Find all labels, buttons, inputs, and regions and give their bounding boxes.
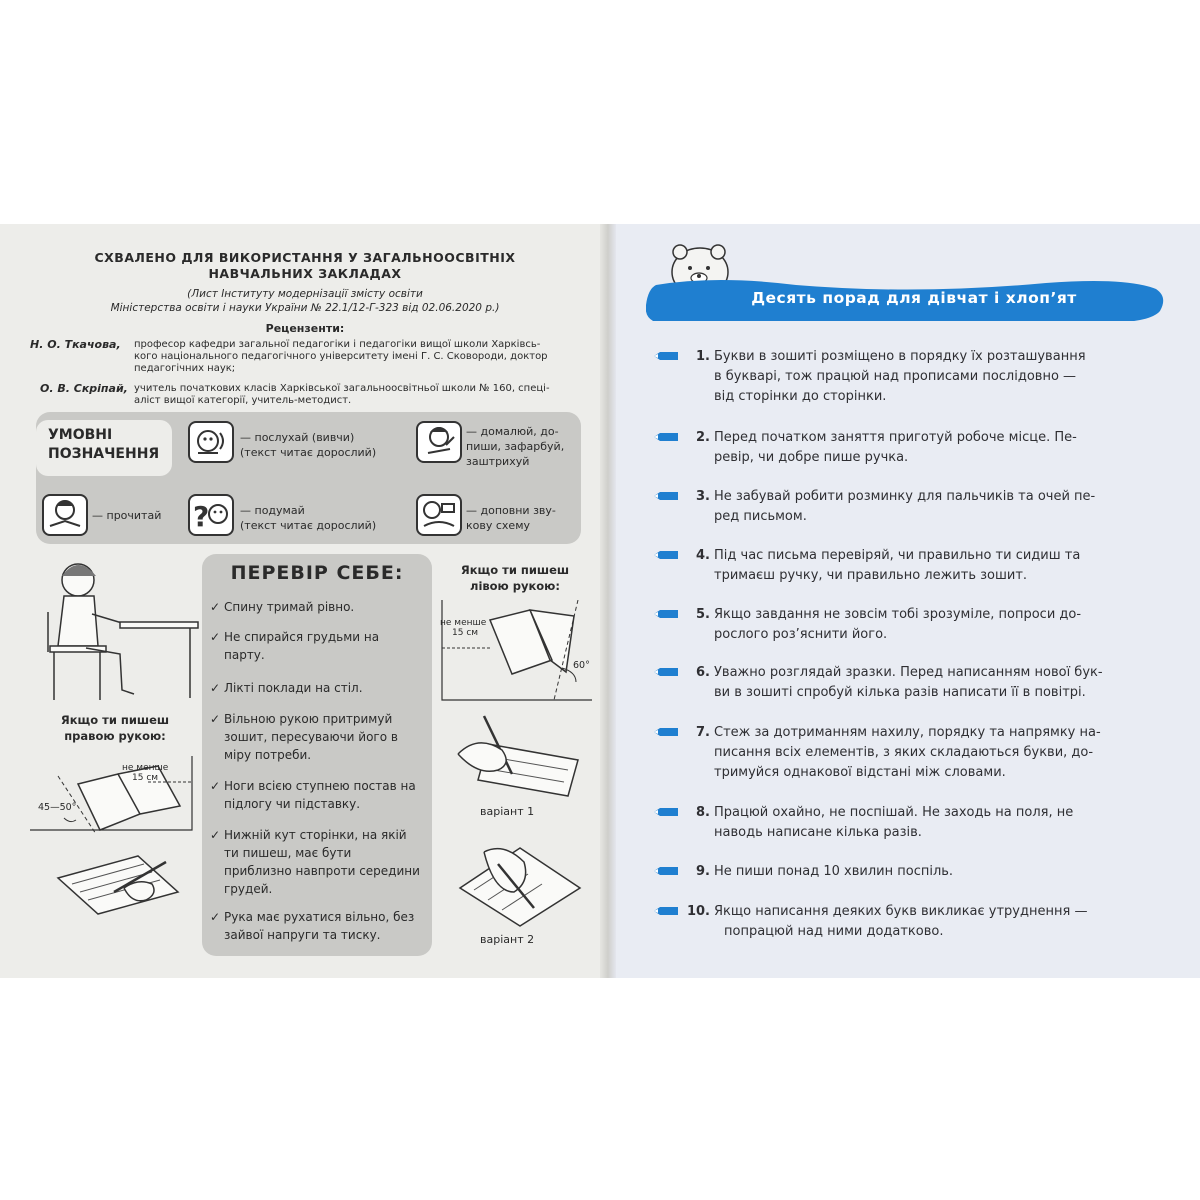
check-item <box>210 777 420 813</box>
tip-line: Під час письма перевіряй, чи правильно ти сидиш та <box>714 548 1081 563</box>
checkmark-icon: ✓ <box>210 630 221 644</box>
check-item <box>210 598 420 616</box>
tip-line: ред письмом. <box>714 509 807 524</box>
tip-number: 2. <box>696 430 710 445</box>
reviewer-desc <box>134 383 594 407</box>
pen-grip-variant-1-illustration <box>448 714 588 800</box>
pencil-icon <box>652 349 680 363</box>
tip-line: Уважно розглядай зразки. Перед написанням нової бук- <box>714 665 1103 680</box>
tip-item <box>652 803 1162 843</box>
tip-text <box>652 546 1162 586</box>
svg-text:?: ? <box>193 500 210 533</box>
legend-text-line: — домалюй, до- <box>466 425 559 438</box>
pencil-icon <box>652 665 680 679</box>
distance-line: 15 см <box>452 628 479 638</box>
tip-text <box>652 605 1162 645</box>
tip-number: 3. <box>696 489 710 504</box>
pencil-icon <box>652 864 680 878</box>
pencil-icon <box>652 489 680 503</box>
tip-item <box>652 902 1162 942</box>
tip-number: 5. <box>696 607 710 622</box>
right-angle-label: 45—50° <box>38 802 77 813</box>
left-angle-label: 60° <box>573 660 590 671</box>
tip-number: 9. <box>696 864 710 879</box>
legend-title-line: ПОЗНАЧЕННЯ <box>48 446 160 462</box>
tip-item <box>652 663 1162 703</box>
variant-2-label: варіант 2 <box>480 933 535 946</box>
tip-item <box>652 546 1162 586</box>
check-item <box>210 679 420 697</box>
legend-text-line: — доповни зву- <box>466 504 556 517</box>
check-yourself-title: ПЕРЕВІР СЕБЕ: <box>230 562 404 584</box>
tip-number: 10. <box>686 904 710 919</box>
approval-letter-line1: (Лист Інституту модернізації змісту освіти <box>187 288 423 300</box>
tip-number: 8. <box>696 805 710 820</box>
left-hand-caption <box>440 562 590 594</box>
pencil-icon <box>652 904 680 918</box>
tip-text <box>652 428 1162 468</box>
tip-text <box>652 347 1162 407</box>
legend-text-line: — прочитай <box>92 509 162 522</box>
tip-line: рослого роз’яснити його. <box>714 627 888 642</box>
legend-text-line: — послухай (вивчи) <box>240 431 355 444</box>
tip-line: Букви в зошиті розміщено в порядку їх розташування <box>714 349 1086 364</box>
check-item <box>210 710 420 764</box>
check-item <box>210 908 420 944</box>
legend-text <box>240 503 376 533</box>
check-item-text: Не спирайся грудьми на парту. <box>224 630 380 662</box>
listen-icon <box>188 421 234 463</box>
girl-at-desk-illustration <box>30 552 200 702</box>
reviewer-name: О. В. Скрiпай, <box>40 382 128 395</box>
tips-title: Десять порад для дівчат і хлоп’ят <box>751 289 1077 307</box>
tip-text <box>652 663 1162 703</box>
check-item-text: Нижній кут сторінки, на якій ти пишеш, має бути приблизно навпроти середини грудей. <box>224 828 420 896</box>
check-item-text: Ноги всією ступнею постав на підлогу чи підставку. <box>224 779 416 811</box>
right-hand-notebook-diagram <box>30 756 200 842</box>
tip-text <box>652 862 1162 882</box>
legend-text <box>240 430 376 460</box>
book-gutter <box>600 224 616 978</box>
left-hand-notebook-diagram <box>440 600 600 710</box>
reviewer-desc-line: кого національного педагогічного університету імені Г. С. Сковороди, доктор <box>134 351 548 362</box>
tip-line: Стеж за дотриманням нахилу, порядку та напрямку на- <box>714 725 1101 740</box>
right-hand-caption <box>40 712 190 744</box>
checkmark-icon: ✓ <box>210 712 221 726</box>
tip-line: Якщо завдання не зовсім тобі зрозуміле, попроси до- <box>714 607 1082 622</box>
tip-line: наводь написане кілька разів. <box>714 825 922 840</box>
reviewer-desc-line: аліст вищої категорії, учитель-методист. <box>134 395 352 406</box>
tip-item <box>652 605 1162 645</box>
legend-text-line: кову схему <box>466 519 530 532</box>
variant-1-label: варіант 1 <box>480 805 535 818</box>
pen-grip-variant-2-illustration <box>454 844 584 928</box>
legend-text-line: пиши, зафарбуй, <box>466 440 565 453</box>
checkmark-icon: ✓ <box>210 681 221 695</box>
tip-number: 1. <box>696 349 710 364</box>
distance-line: не менше <box>440 618 487 628</box>
tip-number: 7. <box>696 725 710 740</box>
reviewers-heading: Рецензенти: <box>265 322 345 335</box>
check-item-text: Лікті поклади на стіл. <box>224 681 363 695</box>
pencil-icon <box>652 725 680 739</box>
reviewer-name: Н. О. Ткачова, <box>30 338 121 351</box>
reviewer-desc-line: професор кафедри загальної педагогіки і педагогіки вищої школи Харківсь- <box>134 339 541 350</box>
sound-scheme-icon <box>416 494 462 536</box>
reviewer-desc-line: учитель початкових класів Харківської загальноосвітньої школи № 160, спеці- <box>134 383 550 394</box>
draw-icon <box>416 421 462 463</box>
think-icon <box>188 494 234 536</box>
tip-line: Перед початком заняття приготуй робоче місце. Пе- <box>714 430 1077 445</box>
hand-writing-illustration <box>54 852 184 918</box>
approval-letter-line2: Міністерства освіти і науки України № 22.1/12-Г-323 від 02.06.2020 р.) <box>110 302 500 314</box>
pencil-icon <box>652 805 680 819</box>
caption-line: Якщо ти пишеш <box>460 563 570 577</box>
tip-item <box>652 723 1162 783</box>
legend-text-line: (текст читає дорослий) <box>240 519 377 532</box>
legend-text-line: (текст читає дорослий) <box>240 446 377 459</box>
tip-line: тримаєш ручку, чи правильно лежить зошит. <box>714 568 1028 583</box>
legend-text-line: — подумай <box>240 504 305 517</box>
tip-line: попрацюй над ними додатково. <box>724 924 944 939</box>
checkmark-icon: ✓ <box>210 779 221 793</box>
tip-line: в букварі, тож працюй над прописами послідовно — <box>714 369 1077 384</box>
tip-line: Не пиши понад 10 хвилин поспіль. <box>714 864 954 879</box>
right-distance-label <box>122 763 168 783</box>
tip-item <box>652 487 1162 527</box>
tip-number: 4. <box>696 548 710 563</box>
tip-item <box>652 862 1162 882</box>
legend-text <box>466 424 564 469</box>
distance-line: не менше <box>122 763 169 773</box>
check-item-text: Спину тримай рівно. <box>224 600 355 614</box>
check-item <box>210 826 420 898</box>
approval-title-line2: НАВЧАЛЬНИХ ЗАКЛАДАХ <box>208 266 402 281</box>
tip-text <box>652 487 1162 527</box>
legend-text <box>466 503 556 533</box>
checkmark-icon: ✓ <box>210 600 221 614</box>
caption-line: Якщо ти пишеш <box>60 713 170 727</box>
reviewer-desc-line: педагогічних наук; <box>134 363 236 374</box>
legend-text <box>92 508 161 523</box>
caption-line: лівою рукою: <box>470 579 560 593</box>
checkmark-icon: ✓ <box>210 828 221 842</box>
tip-line: писання всіх елементів, з яких складаються букви, до- <box>714 745 1094 760</box>
legend-text-line: заштрихуй <box>466 455 530 468</box>
tip-line: ви в зошиті спробуй кілька разів написати її в повітрі. <box>714 685 1086 700</box>
tip-number: 6. <box>696 665 710 680</box>
reviewer-desc <box>134 339 594 375</box>
distance-line: 15 см <box>132 773 159 783</box>
check-item-text: Рука має рухатися вільно, без зайвої напруги та тиску. <box>224 910 415 942</box>
check-item <box>210 628 420 664</box>
tip-item <box>652 428 1162 468</box>
tip-line: Не забувай робити розминку для пальчиків та очей пе- <box>714 489 1096 504</box>
tip-line: тримуйся однакової відстані між словами. <box>714 765 1006 780</box>
checkmark-icon: ✓ <box>210 910 221 924</box>
tip-text <box>652 803 1162 843</box>
tip-line: від сторінки до сторінки. <box>714 389 887 404</box>
legend-title <box>36 420 172 476</box>
approval-title-line1: СХВАЛЕНО ДЛЯ ВИКОРИСТАННЯ У ЗАГАЛЬНООСВІТНІХ <box>94 250 516 265</box>
pencil-icon <box>652 430 680 444</box>
tip-text <box>652 902 1162 942</box>
legend-title-line: УМОВНІ <box>48 427 113 443</box>
pencil-icon <box>652 548 680 562</box>
read-icon <box>42 494 88 536</box>
caption-line: правою рукою: <box>64 729 166 743</box>
check-item-text: Вільною рукою притримуй зошит, пересуваючи його в міру потреби. <box>224 712 398 762</box>
tip-line: Якщо написання деяких букв викликає утруднення — <box>714 904 1088 919</box>
tip-line: Працюй охайно, не поспішай. Не заходь на поля, не <box>714 805 1074 820</box>
tip-text <box>652 723 1162 783</box>
pencil-icon <box>652 607 680 621</box>
tip-line: ревір, чи добре пише ручка. <box>714 450 909 465</box>
tip-item <box>652 347 1162 407</box>
left-distance-label <box>440 618 486 638</box>
